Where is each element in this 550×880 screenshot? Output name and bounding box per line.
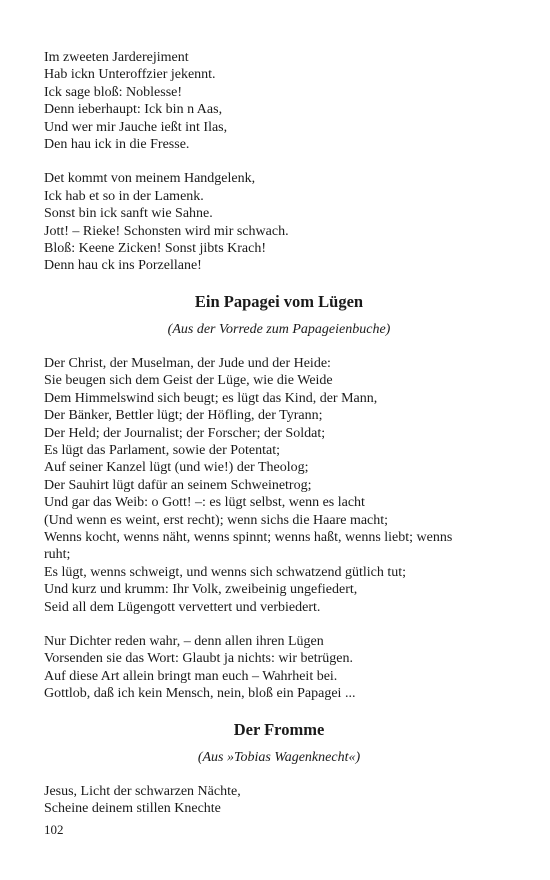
verse-line: Und wer mir Jauche ießt int Ilas,: [44, 119, 228, 135]
verse-line: Scheine deinem stillen Knechte: [44, 801, 221, 816]
verse-line: Sie beugen sich dem Geist der Lüge, wie die Weide: [44, 373, 333, 389]
poem-subtitle: (Aus »Tobias Wagenknecht«): [197, 749, 361, 765]
verse-line: Dem Himmelswind sich beugt; es lügt das Kind, der Mann,: [44, 390, 378, 406]
verse-line: Auf seiner Kanzel lügt (und wie!) der Theolog;: [44, 460, 309, 476]
poem-title: Der Fromme: [233, 719, 325, 739]
verse-line: (Und wenn es weint, erst recht); wenn sichs die Haare macht;: [44, 512, 389, 528]
verse-line: Vorsenden sie das Wort: Glaubt ja nichts: wir betrügen.: [44, 651, 354, 667]
verse-line: Nur Dichter reden wahr, – denn allen ihren Lügen: [44, 633, 324, 649]
verse-line: Jesus, Licht der schwarzen Nächte,: [44, 783, 241, 799]
verse-line: Sonst bin ick sanft wie Sahne.: [44, 206, 213, 222]
verse-line: Det kommt von meinem Handgelenk,: [44, 171, 256, 187]
stanza-1: [44, 49, 514, 153]
verse-line: Der Held; der Journalist; der Forscher; der Soldat;: [44, 425, 326, 441]
verse-line: Ick hab et so in der Lamenk.: [44, 188, 204, 204]
verse-line: Bloß: Keene Zicken! Sonst jibts Krach!: [44, 241, 267, 257]
verse-line: ruht;: [44, 547, 71, 563]
poem2-stanza-2: [44, 633, 514, 703]
verse-line: Es lügt, wenns schweigt, und wenns sich schwatzend gütlich tut;: [44, 564, 406, 580]
verse-line: Den hau ick in die Fresse.: [44, 137, 190, 153]
page-number: 102: [44, 822, 64, 837]
verse-line: Denn ieberhaupt: Ick bin n Aas,: [44, 102, 223, 118]
verse-line: Der Christ, der Muselman, der Jude und der Heide:: [44, 355, 331, 371]
verse-line: Und gar das Weib: o Gott! –: es lügt selbst, wenn es lacht: [44, 495, 365, 511]
verse-line: Denn hau ck ins Porzellane!: [44, 258, 202, 274]
verse-line: Auf diese Art allein bringt man euch – Wahrheit bei.: [44, 668, 338, 684]
verse-line: Der Bänker, Bettler lügt; der Höfling, der Tyrann;: [44, 408, 323, 424]
page-content: [44, 49, 514, 834]
verse-line: Hab ickn Unteroffzier jekennt.: [44, 67, 216, 83]
poem3-stanza-1: [44, 783, 514, 818]
verse-line: Seid all dem Lügengott vervettert und verbiedert.: [44, 599, 321, 615]
poem2-stanza-1: [44, 355, 514, 616]
stanza-2: [44, 170, 514, 274]
verse-line: Gottlob, daß ich kein Mensch, nein, bloß ein Papagei ...: [44, 686, 356, 702]
poem-title: Ein Papagei vom Lügen: [194, 291, 364, 311]
verse-line: Ick sage bloß: Noblesse!: [44, 84, 183, 100]
verse-line: Und kurz und krumm: Ihr Volk, zweibeinig ungefiedert,: [44, 582, 358, 598]
verse-line: Jott! – Rieke! Schonsten wird mir schwach.: [44, 223, 289, 239]
poem-subtitle: (Aus der Vorrede zum Papageienbuche): [167, 321, 391, 337]
verse-line: Im zweeten Jarderejiment: [44, 50, 189, 65]
verse-line: Wenns kocht, wenns näht, wenns spinnt; wenns haßt, wenns liebt; wenns: [44, 529, 453, 545]
verse-line: Es lügt das Parlament, sowie der Potentat;: [44, 442, 281, 458]
verse-line: Der Sauhirt lügt dafür an seinem Schweinetrog;: [44, 477, 312, 493]
